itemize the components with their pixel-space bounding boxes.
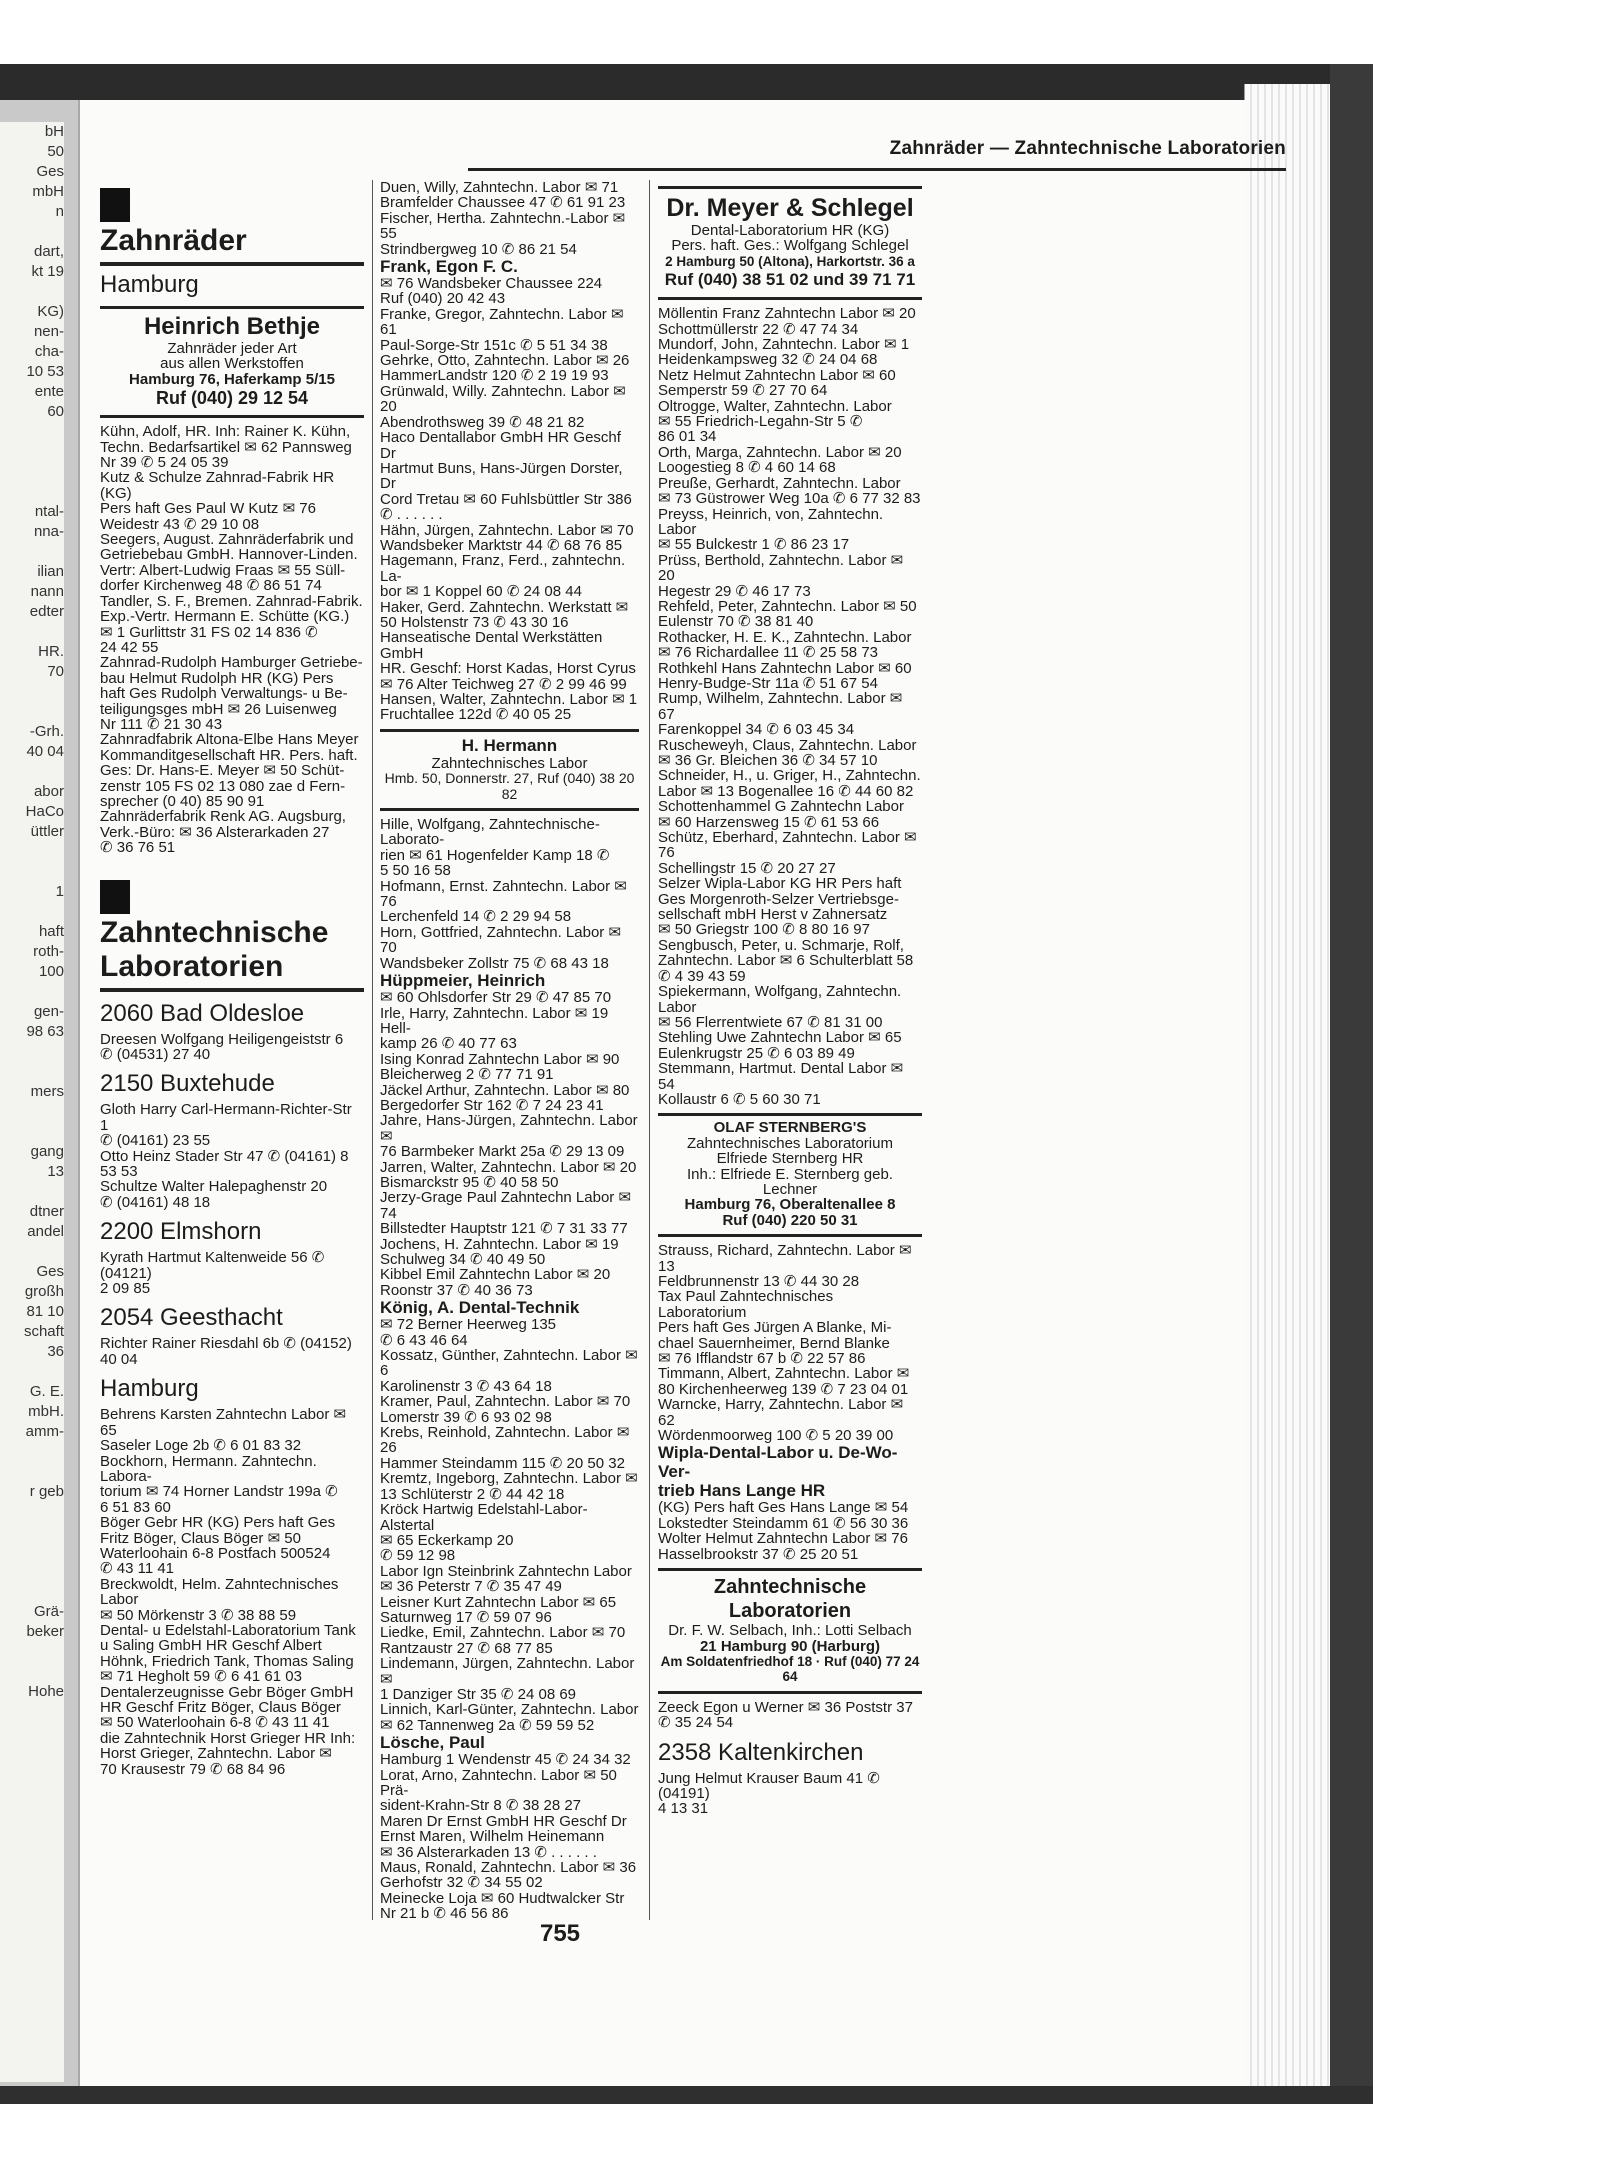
previous-page-fragment: Ges <box>36 1263 64 1280</box>
directory-entry: Ruscheweyh, Claus, Zahntechn. Labor ✉ 36 Gr. Bleichen 36 ✆ 34 57 10 <box>658 736 917 769</box>
entry-name-bold: Lösche, Paul <box>380 1733 485 1753</box>
directory-entry: Dentalerzeugnisse Gebr Böger GmbH HR Geschf Fritz Böger, Claus Böger ✉ 50 Waterloohain 6-8 ✆ 43 11 41 <box>100 1683 354 1732</box>
previous-page-fragment: HaCo <box>25 803 64 820</box>
entry-list <box>380 180 639 257</box>
ad-title: OLAF STERNBERG'S <box>713 1119 867 1137</box>
entry-name-bold: König, A. Dental-Technik <box>380 1298 580 1318</box>
previous-page-fragment: kt 19 <box>31 263 64 280</box>
entry-list <box>658 1243 922 1443</box>
city-heading: 2358 Kaltenkirchen <box>658 1738 864 1766</box>
ad-bethje <box>100 306 364 418</box>
city-heading: 2150 Buxtehude <box>100 1070 275 1098</box>
column-1 <box>100 180 364 1777</box>
directory-entry: Leisner Kurt Zahntechn Labor ✉ 65 Saturnweg 17 ✆ 59 07 96 <box>380 1593 617 1626</box>
previous-page-fragment: n <box>55 203 64 220</box>
previous-page-fragment: mers <box>30 1083 64 1100</box>
entry: ✉ 72 Berner Heerweg 135 ✆ 6 43 46 64 <box>380 1316 557 1349</box>
directory-entry: Hofmann, Ernst. Zahntechn. Labor ✉ 76 Lerchenfeld 14 ✆ 2 29 94 58 <box>380 877 627 926</box>
ad-phone: Ruf (040) 220 50 31 <box>722 1211 858 1229</box>
directory-entry: Franke, Gregor, Zahntechn. Labor ✉ 61 Paul-Sorge-Str 151c ✆ 5 51 34 38 <box>380 305 624 354</box>
column-divider <box>372 180 373 1920</box>
scanner-frame-top <box>0 64 1373 100</box>
previous-page-fragment <box>0 1582 64 1602</box>
directory-entry: Oltrogge, Walter, Zahntechn. Labor ✉ 55 Friedrich-Legahn-Str 5 ✆ 86 01 34 <box>658 397 892 446</box>
previous-page-fragment <box>0 702 64 722</box>
previous-page-fragment <box>0 1522 64 1542</box>
previous-page-fragment: ente <box>34 383 64 400</box>
previous-page-fragment: dtner <box>29 1203 64 1220</box>
directory-entry: Schneider, H., u. Griger, H., Zahntechn. Labor ✉ 13 Bogenallee 16 ✆ 44 60 82 <box>658 767 921 800</box>
entry-list <box>658 1700 922 1731</box>
directory-entry: Preuße, Gerhardt, Zahntechn. Labor ✉ 73 Güstrower Weg 10a ✆ 6 77 32 83 <box>658 474 921 508</box>
directory-entry: Orth, Marga, Zahntechn. Labor ✉ 20 Loogestieg 8 ✆ 4 60 14 68 <box>658 443 902 477</box>
directory-entry: Kröck Hartwig Edelstahl-Labor-Alstertal ✉ 65 Eckerkamp 20 ✆ 59 12 98 <box>380 1501 588 1565</box>
previous-page-fragment <box>0 482 64 502</box>
directory-entry: Schottenhammel G Zahntechn Labor ✉ 60 Harzensweg 15 ✆ 61 53 66 <box>658 798 904 831</box>
entry-list <box>658 1531 922 1562</box>
city-heading: 2060 Bad Oldesloe <box>100 999 305 1027</box>
directory-entry: Rothkehl Hans Zahntechn Labor ✉ 60 Henry-Budge-Str 11a ✆ 51 67 54 <box>658 659 912 692</box>
page-edges <box>1244 84 1341 2092</box>
directory-entry: Hille, Wolfgang, Zahntechnische-Laborato- rien ✉ 61 Hogenfelder Kamp 18 ✆ 5 50 16 58 <box>380 816 610 880</box>
entry: (KG) Pers haft Ges Hans Lange ✉ 54 Lokstedter Steindamm 61 ✆ 56 30 36 <box>658 1499 909 1532</box>
previous-page-fragment: 40 04 <box>26 743 64 760</box>
previous-page-fragment: schaft <box>23 1323 64 1340</box>
directory-entry: Böger Gebr HR (KG) Pers haft Ges Fritz Böger, Claus Böger ✉ 50 Waterloohain 6-8 Postfach 500524 ✆ 43 11 41 <box>100 1514 336 1578</box>
directory-entry: Maren Dr Ernst GmbH HR Geschf Dr Ernst Maren, Wilhelm Heinemann ✉ 36 Alsterarkaden 13 ✆ . . . . . . <box>380 1812 627 1861</box>
previous-page-fragment: ilian <box>37 563 64 580</box>
directory-entry: Dental- u Edelstahl-Laboratorium Tank u Saling GmbH HR Geschf Albert Höhnk, Friedrich Tank, Thomas Saling ✉ 71 Hegholt 59 ✆ 6 41 61 03 <box>100 1621 356 1686</box>
entry: ✉ 76 Wandsbeker Chaussee 224 Ruf (040) 20 42 43 <box>380 275 603 308</box>
section-marker <box>100 188 130 222</box>
previous-page-fragment <box>0 462 64 482</box>
ad-phone: Ruf (040) 38 51 02 und 39 71 71 <box>664 270 916 290</box>
directory-entry: Labor Ign Steinbrink Zahntechn Labor ✉ 36 Peterstr 7 ✆ 35 47 49 <box>380 1562 632 1596</box>
directory-entry: Jerzy-Grage Paul Zahntechn Labor ✉ 74 Billstedter Hauptstr 121 ✆ 7 31 33 77 <box>380 1189 632 1238</box>
directory-entry: Kramer, Paul, Zahntechn. Labor ✉ 70 Lomerstr 39 ✆ 6 93 02 98 <box>380 1393 631 1426</box>
previous-page-fragment: edter <box>29 603 64 620</box>
directory-entry: Stemmann, Hartmut. Dental Labor ✉ 54 Kollaustr 6 ✆ 5 60 30 71 <box>658 1060 904 1108</box>
previous-page-fragment <box>0 222 64 242</box>
ad-title: Heinrich Bethje <box>143 313 321 340</box>
city-heading: 2200 Elmshorn <box>100 1218 262 1246</box>
previous-page-fragment <box>0 422 64 442</box>
directory-entry: Duen, Willy, Zahntechn. Labor ✉ 71 Bramfelder Chaussee 47 ✆ 61 91 23 <box>380 179 626 212</box>
ad-line: Zahntechnisches Laboratorium <box>687 1134 893 1152</box>
entry-list <box>380 1006 639 1299</box>
directory-entry: Jochens, H. Zahntechn. Labor ✉ 19 Schulweg 34 ✆ 40 49 50 <box>380 1235 619 1268</box>
previous-page-fragment <box>0 902 64 922</box>
previous-page-fragment: 13 <box>47 1163 64 1180</box>
entry-list <box>658 306 922 1107</box>
previous-page-fragment: nann <box>30 583 64 600</box>
page-number: 755 <box>539 1920 581 1947</box>
directory-entry: Hanseatische Dental Werkstätten GmbH HR. Geschf: Horst Kadas, Horst Cyrus ✉ 76 Alter Teichweg 27 ✆ 2 99 46 99 <box>380 629 636 693</box>
entry: Hamburg 1 Wendenstr 45 ✆ 24 34 32 <box>380 1751 631 1769</box>
column-2 <box>380 180 639 1922</box>
ad-title: Zahntechnische Laboratorien <box>713 1576 867 1623</box>
directory-entry: Kutz & Schulze Zahnrad-Fabrik HR (KG) Pers haft Ges Paul W Kutz ✉ 76 Weidestr 43 ✆ 29 10 08 <box>100 469 335 533</box>
directory-entry: die Zahntechnik Horst Grieger HR Inh: Horst Grieger, Zahntechn. Labor ✉ 70 Krausestr 79 ✆ 68 84 96 <box>100 1729 356 1778</box>
previous-page-fragment <box>0 1102 64 1122</box>
entry-list <box>380 1348 639 1733</box>
previous-page-fragment: KG) <box>37 303 64 320</box>
directory-entry: Strauss, Richard, Zahntechn. Labor ✉ 13 Feldbrunnenstr 13 ✆ 44 30 28 <box>658 1242 912 1290</box>
previous-page-fragment: bH <box>44 123 64 140</box>
directory-entry: Fischer, Hertha. Zahntechn.-Labor ✉ 55 Strindbergweg 10 ✆ 86 21 54 <box>380 209 626 258</box>
previous-page-fragment: dart, <box>33 243 64 260</box>
entry-list <box>658 1771 922 1817</box>
previous-page-fragment <box>0 1062 64 1082</box>
ad-line: aus allen Werkstoffen <box>160 355 304 373</box>
ad-phone: Ruf (040) 29 12 54 <box>155 388 309 409</box>
ad-address: 21 Hamburg 90 (Harburg) <box>699 1637 881 1655</box>
directory-entry: Wolter Helmut Zahntechn Labor ✉ 76 Hasselbrookstr 37 ✆ 25 20 51 <box>658 1530 908 1563</box>
previous-page-fragment: G. E. <box>29 1383 64 1400</box>
entry-list <box>380 307 639 723</box>
previous-page-fragment <box>0 1642 64 1662</box>
previous-page-fragment: r geb <box>29 1483 64 1500</box>
previous-page-fragment: mbH. <box>28 1403 64 1420</box>
previous-page-fragment <box>0 1502 64 1522</box>
directory-entry: Maus, Ronald, Zahntechn. Labor ✉ 36 Gerhofstr 32 ✆ 34 55 02 <box>380 1859 637 1892</box>
previous-page-fragment <box>0 622 64 642</box>
directory-entry: Seegers, August. Zahnräderfabrik und Getriebebau GmbH. Hannover-Linden. Vertr: Albert-Ludwig Fraas ✉ 55 Süll- dorfer Kirchenweg 48 ✆ 86 51 74 <box>100 531 358 595</box>
directory-entry: Sengbusch, Peter, u. Schmarje, Rolf, Zahntechn. Labor ✉ 6 Schulterblatt 58 ✆ 4 39 43 59 <box>658 936 914 985</box>
directory-entry: Linnich, Karl-Günter, Zahntechn. Labor ✉ 62 Tannenweg 2a ✆ 59 59 52 <box>380 1701 639 1734</box>
directory-entry: Haco Dentallabor GmbH HR Geschf Dr Hartmut Buns, Hans-Jürgen Dorster, Dr Cord Tretau ✉ 60 Fuhlsbüttler Str 386 ✆ . . . . . . <box>380 429 632 524</box>
entry-list <box>380 817 639 971</box>
ad-line: Zahnräder jeder Art <box>167 340 297 357</box>
ad-address: Hamburg 76, Oberaltenallee 8 <box>684 1196 896 1214</box>
previous-page-fragment: HR. <box>38 643 64 660</box>
previous-page-fragment <box>0 862 64 882</box>
directory-entry: Jahre, Hans-Jürgen, Zahntechn. Labor ✉ 76 Barmbeker Markt 25a ✆ 29 13 09 <box>380 1112 638 1161</box>
previous-page-fragment: Ges <box>36 163 64 180</box>
directory-entry: Meinecke Loja ✉ 60 Hudtwalcker Str Nr 21 b ✆ 46 56 86 <box>380 1889 625 1923</box>
section-marker <box>100 880 130 914</box>
previous-page-fragment: 70 <box>47 663 64 680</box>
previous-page-fragment <box>0 1662 64 1682</box>
subheading-hamburg: Hamburg <box>100 271 199 298</box>
previous-page-fragment <box>0 1362 64 1382</box>
previous-page-fragment: 100 <box>38 963 64 980</box>
entry-list <box>380 1768 639 1922</box>
directory-entry: Rothacker, H. E. K., Zahntechn. Labor ✉ 76 Richardallee 11 ✆ 25 58 73 <box>658 628 912 662</box>
ad-line: Zahntechnisches Labor <box>431 754 588 772</box>
entry-list <box>100 1102 364 1210</box>
city-heading: 2054 Geesthacht <box>100 1304 283 1332</box>
directory-entry: Irle, Harry, Zahntechn. Labor ✉ 19 Hell- kamp 26 ✆ 40 77 63 <box>380 1004 609 1053</box>
directory-entry: Möllentin Franz Zahntechn Labor ✉ 20 Schottmüllerstr 22 ✆ 47 74 34 <box>658 305 916 338</box>
directory-entry: Lindemann, Jürgen, Zahntechn. Labor ✉ 1 Danziger Str 35 ✆ 24 08 69 <box>380 1655 635 1703</box>
ad-line: Pers. haft. Ges.: Wolfgang Schlegel <box>671 237 909 255</box>
directory-entry: Behrens Karsten Zahntechn Labor ✉ 65 Saseler Loge 2b ✆ 6 01 83 32 <box>100 1406 347 1455</box>
directory-entry: Krebs, Reinhold, Zahntechn. Labor ✉ 26 Hammer Steindamm 115 ✆ 20 50 32 <box>380 1424 630 1472</box>
previous-page-fragment: gang <box>30 1143 64 1160</box>
previous-page-fragment <box>0 542 64 562</box>
previous-page-fragment: roth- <box>33 943 64 960</box>
entry: ✉ 60 Ohlsdorfer Str 29 ✆ 47 85 70 <box>380 989 612 1007</box>
previous-page-fragment <box>0 1042 64 1062</box>
previous-page-fragment: -Grh. <box>29 723 64 740</box>
directory-entry: Kyrath Hartmut Kaltenweide 56 ✆ (04121) 2 09 85 <box>100 1249 325 1298</box>
previous-page-fragment: ntal- <box>34 503 64 520</box>
previous-page-fragment: 98 63 <box>26 1023 64 1040</box>
directory-entry: Prüss, Berthold, Zahntechn. Labor ✉ 20 Hegestr 29 ✆ 46 17 73 <box>658 551 904 600</box>
entry-name-bold: Hüppmeier, Heinrich <box>380 971 546 991</box>
previous-page-strip <box>0 122 64 2082</box>
directory-entry: Zahnradfabrik Altona-Elbe Hans Meyer Kommanditgesellschaft HR. Pers. haft. Ges: Dr. Hans-E. Meyer ✉ 50 Schüt- zenstr 105 FS 02 13 080 zae d Fern- sprecher (0 40) 85 90 91 <box>100 731 359 810</box>
heading-rule <box>100 262 364 266</box>
previous-page-fragment <box>0 1442 64 1462</box>
ad-address: Hamburg 76, Haferkamp 5/15 <box>129 370 335 388</box>
previous-page-fragment <box>0 1562 64 1582</box>
previous-page-fragment: Grä- <box>34 1603 64 1620</box>
directory-entry: Zahnrad-Rudolph Hamburger Getriebe- bau Helmut Rudolph HR (KG) Pers haft Ges Rudolph Verwaltungs- u Be- teiligungsges mbH ✉ 26 Luisenweg Nr 111 ✆ 21 30 43 <box>100 654 363 733</box>
directory-entry: Jarren, Walter, Zahntechn. Labor ✉ 20 Bismarckstr 95 ✆ 40 58 50 <box>380 1158 637 1191</box>
previous-page-fragment <box>0 1182 64 1202</box>
previous-page-fragment: nen- <box>33 323 64 340</box>
previous-page-fragment: nna- <box>33 523 64 540</box>
entry-name-bold: Wipla-Dental-Labor u. De-Wo-Ver- trieb Hans Lange HR <box>658 1443 898 1501</box>
previous-page-fragment <box>0 682 64 702</box>
directory-entry: Preyss, Heinrich, von, Zahntechn. Labor ✉ 55 Bulckestr 1 ✆ 86 23 17 <box>658 505 884 554</box>
ad-line: Elfriede Sternberg HR <box>716 1150 864 1168</box>
directory-entry: Hagemann, Franz, Ferd., zahntechn. La- bor ✉ 1 Koppel 60 ✆ 24 08 44 <box>380 552 626 601</box>
directory-entry: Haker, Gerd. Zahntechn. Werkstatt ✉ 50 Holstenstr 73 ✆ 43 30 16 <box>380 598 629 631</box>
directory-entry: Zahnräderfabrik Renk AG. Augsburg, Verk.-Büro: ✉ 36 Alsterarkaden 27 ✆ 36 76 51 <box>100 808 346 857</box>
column-3 <box>658 180 922 1817</box>
directory-entry: Bockhorn, Hermann. Zahntechn. Labora- torium ✉ 74 Horner Landstr 199a ✆ 6 51 83 60 <box>100 1452 338 1516</box>
directory-page <box>78 100 1286 2086</box>
previous-page-fragment <box>0 842 64 862</box>
directory-entry: Hansen, Walter, Zahntechn. Labor ✉ 1 Fruchtallee 122d ✆ 40 05 25 <box>380 691 638 724</box>
previous-page-fragment <box>0 982 64 1002</box>
directory-entry: Tandler, S. F., Bremen. Zahnrad-Fabrik. Exp.-Vertr. Hermann E. Schütte (KG.) ✉ 1 Gurlittstr 31 FS 02 14 836 ✆ 24 42 55 <box>100 592 363 656</box>
previous-page-fragment: 10 53 <box>26 363 64 380</box>
directory-entry: Liedke, Emil, Zahntechn. Labor ✉ 70 Rantzaustr 27 ✆ 68 77 85 <box>380 1624 626 1657</box>
ad-sternberg <box>658 1113 922 1237</box>
directory-entry: Kremtz, Ingeborg, Zahntechn. Labor ✉ 13 Schlüterstr 2 ✆ 44 42 18 <box>380 1470 638 1503</box>
ad-phone: Am Soldatenfriedhof 18 · Ruf (040) 77 24 64 <box>660 1653 920 1685</box>
directory-entry: Schultze Walter Halepaghenstr 20 ✆ (04161) 48 18 <box>100 1178 328 1211</box>
ad-selbach <box>658 1568 922 1694</box>
previous-page-fragment <box>0 282 64 302</box>
directory-entry: Rump, Wilhelm, Zahntechn. Labor ✉ 67 Farenkoppel 34 ✆ 6 03 45 34 <box>658 690 903 739</box>
previous-page-fragment: 36 <box>47 1343 64 1360</box>
section-heading-zahntechnische: Zahntechnische Laboratorien <box>100 915 329 983</box>
previous-page-fragment: abor <box>33 783 64 800</box>
ad-meyer-schlegel <box>658 186 922 300</box>
directory-entry: Jung Helmut Krauser Baum 41 ✆ (04191) 4 13 31 <box>658 1769 880 1818</box>
directory-entry: Dreesen Wolfgang Heiligengeiststr 6 ✆ (04531) 27 40 <box>100 1030 344 1063</box>
entry-list <box>100 1032 364 1063</box>
section-heading-zahnraeder: Zahnräder <box>100 224 247 257</box>
city-heading: Hamburg <box>100 1375 199 1403</box>
ad-title: Dr. Meyer & Schlegel <box>666 194 914 222</box>
previous-page-fragment: gen- <box>33 1003 64 1020</box>
previous-page-fragment: Hohe <box>28 1683 64 1700</box>
directory-entry: Kossatz, Günther, Zahntechn. Labor ✉ 6 Karolinenstr 3 ✆ 43 64 18 <box>380 1347 638 1395</box>
ad-line: Dr. F. W. Selbach, Inh.: Lotti Selbach <box>668 1622 912 1640</box>
directory-entry: Horn, Gottfried, Zahntechn. Labor ✉ 70 Wandsbeker Zollstr 75 ✆ 68 43 18 <box>380 923 622 972</box>
entry-name-bold: Frank, Egon F. C. <box>380 257 518 277</box>
directory-entry: Mundorf, John, Zahntechn. Labor ✉ 1 Heidenkampsweg 32 ✆ 24 04 68 <box>658 336 910 369</box>
previous-page-fragment <box>0 762 64 782</box>
directory-entry: Otto Heinz Stader Str 47 ✆ (04161) 8 53 53 <box>100 1147 349 1181</box>
previous-page-fragment: andel <box>27 1223 64 1240</box>
previous-page-fragment: amm- <box>25 1423 64 1440</box>
previous-page-fragment: 81 10 <box>26 1303 64 1320</box>
previous-page-fragment <box>0 1242 64 1262</box>
directory-entry: Grünwald, Willy. Zahntechn. Labor ✉ 20 Abendrothsweg 39 ✆ 48 21 82 <box>380 382 626 431</box>
previous-page-fragment: beker <box>26 1623 64 1640</box>
directory-entry: Schütz, Eberhard, Zahntechn. Labor ✉ 76 Schellingstr 15 ✆ 20 27 27 <box>658 829 917 877</box>
directory-entry: Gehrke, Otto, Zahntechn. Labor ✉ 26 HammerLandstr 120 ✆ 2 19 19 93 <box>380 352 630 385</box>
previous-page-fragment: 60 <box>47 403 64 420</box>
ad-line: Inh.: Elfriede E. Sternberg geb. Lechner <box>687 1165 893 1198</box>
directory-entry: Timmann, Albert, Zahntechn. Labor ✉ 80 Kirchenheerweg 139 ✆ 7 23 04 01 <box>658 1365 910 1398</box>
heading-rule <box>100 988 364 992</box>
scanner-frame-right <box>1330 64 1373 2104</box>
previous-page-fragment <box>0 442 64 462</box>
previous-page-fragment <box>0 1542 64 1562</box>
ad-hermann <box>380 729 639 811</box>
entry-list <box>100 1250 364 1296</box>
scanner-frame-bottom <box>0 2086 1373 2104</box>
directory-entry: Zeeck Egon u Werner ✉ 36 Poststr 37 ✆ 35 24 54 <box>658 1698 913 1732</box>
directory-entry: Hähn, Jürgen, Zahntechn. Labor ✉ 70 Wandsbeker Marktstr 44 ✆ 68 76 85 <box>380 521 634 554</box>
previous-page-fragment <box>0 1122 64 1142</box>
ad-address: Hmb. 50, Donnerstr. 27, Ruf (040) 38 20 82 <box>384 770 635 802</box>
directory-entry: Kühn, Adolf, HR. Inh: Rainer K. Kühn, Techn. Bedarfsartikel ✉ 62 Pannsweg Nr 39 ✆ 5 24 05 39 <box>100 423 352 472</box>
entry-list <box>100 424 364 855</box>
directory-entry: Jäckel Arthur, Zahntechn. Labor ✉ 80 Bergedorfer Str 162 ✆ 7 24 23 41 <box>380 1081 630 1114</box>
running-head-rule <box>468 168 1286 171</box>
previous-page-fragment <box>0 1462 64 1482</box>
column-divider <box>649 180 650 1920</box>
entry-list <box>100 1336 364 1367</box>
previous-page-fragment: 50 <box>47 143 64 160</box>
previous-page-fragment: cha- <box>34 343 64 360</box>
entry-list <box>100 1407 364 1777</box>
directory-entry: Ising Konrad Zahntechn Labor ✉ 90 Bleicherweg 2 ✆ 77 71 91 <box>380 1050 620 1084</box>
running-head: Zahnräder — Zahntechnische Laboratorien <box>889 138 1286 159</box>
directory-entry: Gloth Harry Carl-Hermann-Richter-Str 1 ✆ (04161) 23 55 <box>100 1101 352 1150</box>
ad-line: Dental-Laboratorium HR (KG) <box>690 222 890 239</box>
directory-entry: Spiekermann, Wolfgang, Zahntechn. Labor ✉ 56 Flerrentwiete 67 ✆ 81 31 00 <box>658 983 902 1031</box>
ad-address: 2 Hamburg 50 (Altona), Harkortstr. 36 a <box>665 253 915 269</box>
directory-entry: Breckwoldt, Helm. Zahntechnisches Labor ✉ 50 Mörkenstr 3 ✆ 38 88 59 <box>100 1575 339 1624</box>
previous-page-fragment: üttler <box>30 823 64 840</box>
previous-page-fragment: mbH <box>32 183 64 200</box>
directory-entry: Tax Paul Zahntechnisches Laboratorium Pers haft Ges Jürgen A Blanke, Mi- chael Sauernheimer, Bernd Blanke ✉ 76 Ifflandstr 67 b ✆ 22 57 86 <box>658 1288 892 1368</box>
previous-page-fragment: großh <box>24 1283 64 1300</box>
directory-entry: Stehling Uwe Zahntechn Labor ✉ 65 Eulenkrugstr 25 ✆ 6 03 89 49 <box>658 1029 902 1062</box>
directory-entry: Netz Helmut Zahntechn Labor ✉ 60 Semperstr 59 ✆ 27 70 64 <box>658 366 896 400</box>
directory-entry: Kibbel Emil Zahntechn Labor ✉ 20 Roonstr 37 ✆ 40 36 73 <box>380 1266 611 1299</box>
directory-entry: Rehfeld, Peter, Zahntechn. Labor ✉ 50 Eulenstr 70 ✆ 38 81 40 <box>658 597 917 631</box>
previous-page-fragment: 1 <box>55 883 64 900</box>
directory-entry: Richter Rainer Riesdahl 6b ✆ (04152) 40 04 <box>100 1335 352 1368</box>
previous-page-fragment: haft <box>38 923 64 940</box>
ad-title: H. Hermann <box>461 735 558 755</box>
directory-entry: Lorat, Arno, Zahntechn. Labor ✉ 50 Prä- sident-Krahn-Str 8 ✆ 38 28 27 <box>380 1766 617 1815</box>
directory-entry: Selzer Wipla-Labor KG HR Pers haft Ges Morgenroth-Selzer Vertriebsge- sellschaft mbH Herst v Zahnersatz ✉ 50 Griegstr 100 ✆ 8 80 16 97 <box>658 875 902 939</box>
directory-entry: Warncke, Harry, Zahntechn. Labor ✉ 62 Wördenmoorweg 100 ✆ 5 20 39 00 <box>658 1396 904 1445</box>
